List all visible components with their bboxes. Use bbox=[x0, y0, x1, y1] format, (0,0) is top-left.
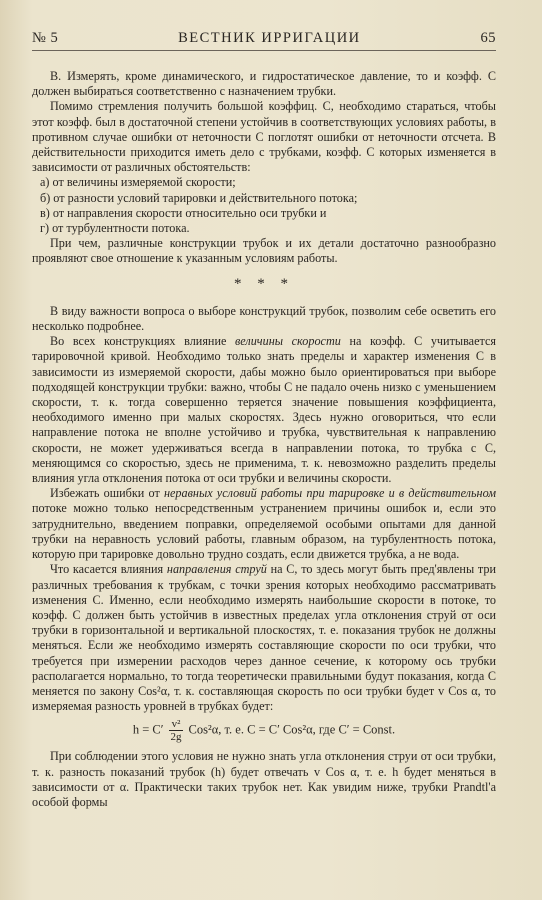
paragraph: При соблюдении этого условия не нужно знать угла отклонения струи от оси трубки, т. к. разность показаний трубок (h) будет отвечать v Cos α, т. е. h будет меняться в зависимости от α. Практически таких трубок нет. Как увидим ниже, трубки Prandtl'а особой формы bbox=[32, 749, 496, 809]
formula-lhs: h = C′ bbox=[132, 722, 164, 737]
issue-number: № 5 bbox=[32, 30, 59, 46]
paragraph bbox=[32, 562, 496, 714]
text-run: Избежать ошибки от bbox=[50, 486, 164, 501]
text-run: на С, то здесь могут быть пред'явлены три различных требования к трубкам, с точки зрения которых необходимо рассматривать изменения С. Именно, если необходимо измерять наибольшие скорости в потоке, то коэфф. С должен быть устойчив в известных пределах угла отклонения струй от оси трубки в горизонтальной и вертикальной плоскостях, т. е. показания трубок не должны меняться. Если же необходимо измерять составляющие скорости по оси трубки, что требуется при измерении расходов через данное сечение, к которому ось трубки располагается нормально, то тогда теоретически правильными будут показания, когда С меняется по закону Cos²α, т. к. составляющая скорость по оси трубки будет v Cos α, то измеряемая разность уровней в трубках будет: bbox=[32, 562, 496, 714]
page-number: 65 bbox=[480, 30, 496, 46]
formula-rhs: Cos²α, т. е. C = C′ Cos²α, где C′ = Const. bbox=[188, 722, 396, 737]
paragraph: При чем, различные конструкции трубок и их детали достаточно разнообразно проявляют свое отношение к указанным условиям работы. bbox=[32, 236, 496, 266]
text-run: Во всех конструкциях влияние bbox=[50, 334, 235, 349]
list-item: г) от турбулентности потока. bbox=[40, 221, 190, 236]
emphasis: направления струй bbox=[166, 562, 267, 577]
emphasis: неравных условий работы при тарировке и в действительном bbox=[163, 486, 496, 501]
journal-title: ВЕСТНИК ИРРИГАЦИИ bbox=[178, 30, 361, 46]
page-header bbox=[32, 30, 496, 51]
formula bbox=[32, 718, 496, 743]
paragraph: Помимо стремления получить большой коэффиц. С, необходимо стараться, чтобы этот коэфф. был в достаточной степени устойчив в соответствующих условиях работы, в противном случае ошибки от неточности С поглотят ошибки от неточности отсчета. В действительности приходится иметь дело с трубками, коэфф. С которых изменяется в зависимости от различных обстоятельств: bbox=[32, 99, 496, 175]
section-divider: * * * bbox=[234, 275, 294, 292]
paragraph bbox=[32, 486, 496, 562]
paragraph: В. Измерять, кроме динамического, и гидростатическое давление, то и коэфф. С должен выбираться соответственно с назначением трубки. bbox=[32, 69, 496, 99]
list-item: в) от направления скорости относительно оси трубки и bbox=[40, 205, 327, 220]
list-item: б) от разности условий тарировки и действительного потока; bbox=[40, 190, 358, 205]
text-run: Что касается влияния bbox=[50, 562, 167, 577]
article-body bbox=[32, 69, 496, 810]
paragraph bbox=[32, 334, 496, 486]
formula-fraction bbox=[169, 718, 184, 743]
fraction-denominator: 2g bbox=[170, 731, 182, 744]
list-item: а) от величины измеряемой скорости; bbox=[40, 175, 236, 190]
fraction-numerator: v² bbox=[169, 718, 184, 731]
paragraph: В виду важности вопроса о выборе конструкций трубок, позволим себе осветить его несколько подробнее. bbox=[32, 303, 496, 334]
text-run: потоке можно только непосредственным устранением причины ошибок и, если это затруднительно, введением поправки, определяемой особыми опытами для данной трубки на неравность условий работы, главным образом, на турбулентность потока, которую при тарировке довольно трудно создать, если движется трубка, а не вода. bbox=[32, 501, 496, 562]
text-run: на коэфф. С учитывается тарировочной кривой. Необходимо только знать пределы и характер изменения С в зависимости из измеряемой скорости, дабы можно было ориентироваться при выборе подходящей конструкции трубки: важно, чтобы С не падало очень низко с уменьшением скорости, т. к. тогда совершенно теряется значение повышения коэффициента, необходимого именно при малых скоростях. Здесь нужно оговориться, что если направление потока не вполне устойчиво и трубка, чувствительная к направлению скорости, не может удерживаться всегда в направлении потока, то трубка с С, меняющимся со скоростью, здесь не применима, т. к. невозможно разделить пределы влияния угла отклонения потока от оси трубки и величины скорости. bbox=[32, 334, 496, 486]
emphasis: величины скорости bbox=[235, 334, 341, 349]
